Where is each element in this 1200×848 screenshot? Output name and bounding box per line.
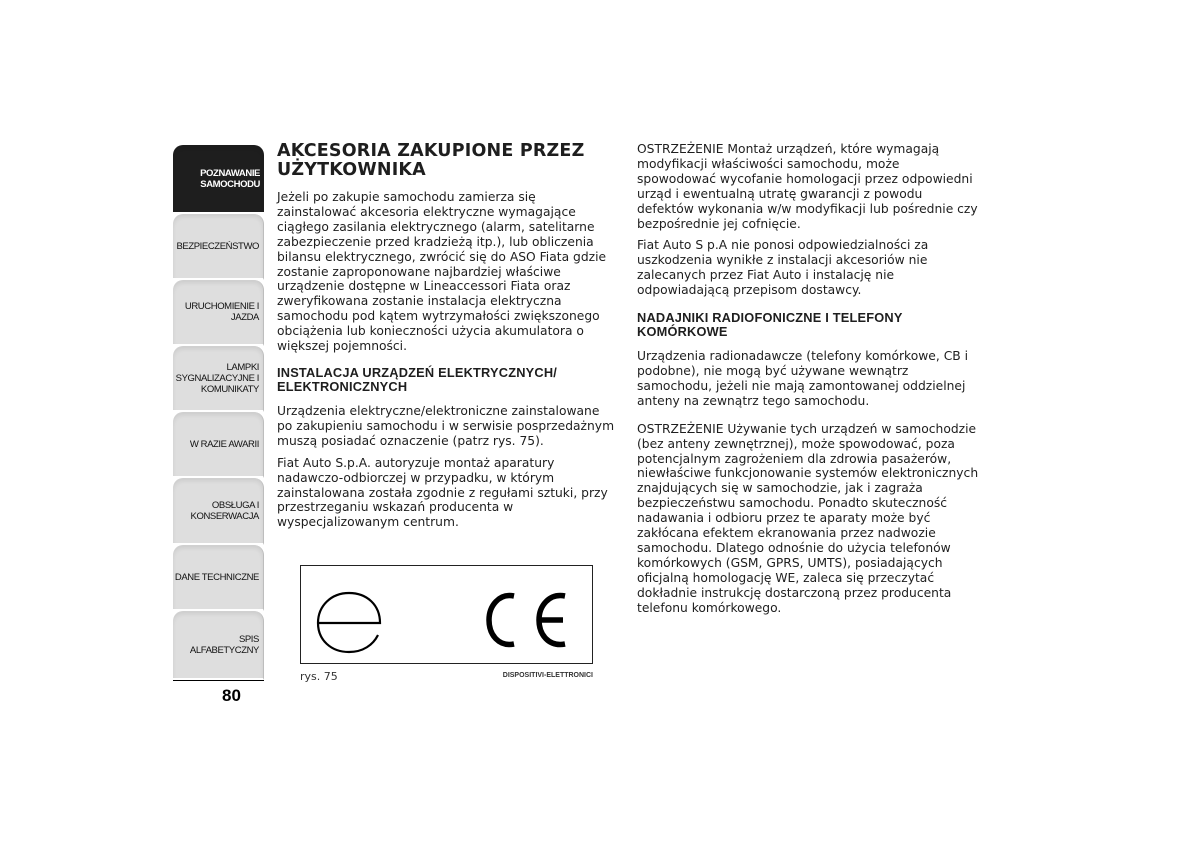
- paragraph: Jeżeli po zakupie samochodu zamierza się zainstalować akcesoria elektryczne wymagające ciągłego zasilania elektrycznego (alarm, satelitarne zabezpieczenie przed kradzieżą itp.), lub obliczenia bilansu elektrycznego, zwrócić się do ASO Fiata gdzie zostanie zaproponowane najbardziej właściwe urządzenie dostępne w Lineaccessori Fiata oraz zweryfikowana zostanie instalacja elektryczna samochodu pod kątem wytrzymałości zwiększonego obciążenia lub konieczności użycia akumulatora o większej pojemności.: [277, 190, 607, 354]
- sidebar-divider: [173, 680, 264, 681]
- section-subtitle: NADAJNIKI RADIOFONICZNE I TELEFONY KOMÓRKOWE: [637, 310, 903, 340]
- paragraph: Fiat Auto S.p.A. autoryzuje montaż aparatury nadawczo-odbiorczej w przypadku, w którym zainstalowana została zgodnie z regułami sztuki, przy przestrzeganiu wskazań producenta w wyspecjalizowanym centrum.: [277, 455, 608, 530]
- ce-mark-icon: [489, 596, 565, 645]
- page-number: 80: [222, 686, 241, 705]
- paragraph: Fiat Auto S p.A nie ponosi odpowiedzialności za uszkodzenia wynikłe z instalacji akcesoriów nie zalecanych przez Fiat Auto i instalację nie odpowiadającą przepisom dostawcy.: [637, 238, 929, 298]
- figure-code: DISPOSITIVI-ELETTRONICI: [502, 672, 593, 679]
- figure-box: [300, 565, 593, 664]
- tab-bezpieczenstwo[interactable]: [173, 214, 264, 280]
- paragraph: OSTRZEŻENIE Używanie tych urządzeń w samochodzie (bez anteny zewnętrznej), może spowodować, poza potencjalnym zagrożeniem dla zdrowia pasażerów, niewłaściwe funkcjonowanie systemów elektronicznych znajdujących się w samochodzie, jak i zagraża bezpieczeństwu samochodu. Ponadto skuteczność nadawania i odbioru przez te aparaty może być zakłócana efektem ekranowania przez nadwozie samochodu. Dlatego odnośnie do użycia telefonów komórkowych (GSM, GPRS, UMTS), posiadających oficjalną homologację WE, zaleca się przeczytać dokładnie instrukcję dostarczoną przez producenta telefonu komórkowego.: [637, 421, 979, 615]
- figure-caption: [300, 670, 593, 684]
- tab-label: DANE TECHNICZNE: [174, 571, 259, 583]
- tab-label: POZNAWANIE SAMOCHODU: [200, 167, 260, 190]
- paragraph: OSTRZEŻENIE Montaż urządzeń, które wymagają modyfikacji właściwości samochodu, może spowodować wycofanie homologacji przez odpowiedni urząd i ewentualną utratę gwarancji z powodu defektów wykonania w/w modyfikacji lub pośrednie czy bezpośrednie jej cofnięcie.: [637, 142, 978, 231]
- tab-lampki-sygnalizacyjne[interactable]: [173, 346, 264, 412]
- paragraph: Urządzenia elektryczne/elektroniczne zainstalowane po zakupieniu samochodu i w serwisie posprzedażnym muszą posiadać oznaczenie (patrz rys. 75).: [277, 403, 615, 448]
- tab-label: OBSŁUGA I KONSERWACJA: [190, 499, 259, 522]
- figure-ref: rys. 75: [300, 670, 338, 683]
- tab-w-razie-awarii[interactable]: [173, 412, 264, 478]
- tab-uruchomienie-i-jazda[interactable]: [173, 280, 264, 346]
- tab-label: W RAZIE AWARII: [189, 438, 259, 450]
- left-column: [277, 142, 617, 537]
- right-column: [637, 142, 982, 622]
- tab-poznawanie-samochodu[interactable]: [173, 145, 264, 214]
- tab-label: LAMPKI SYGNALIZACYJNE I KOMUNIKATY: [175, 361, 259, 395]
- e-mark-icon: [318, 593, 380, 652]
- tab-label: SPIS ALFABETYCZNY: [189, 633, 259, 656]
- tab-obsluga-i-konserwacja[interactable]: [173, 478, 264, 545]
- paragraph: Urządzenia radionadawcze (telefony komórkowe, CB i podobne), nie mogą być używane wewnątrz samochodu, jeżeli nie mają zamontowanej oddzielnej anteny na zewnątrz tego samochodu.: [637, 349, 969, 408]
- figure-illustration: [301, 566, 592, 663]
- tab-dane-techniczne[interactable]: [173, 545, 264, 611]
- chapter-tabs: [173, 145, 264, 680]
- tab-label: URUCHOMIENIE I JAZDA: [184, 301, 259, 323]
- tab-spis-alfabetyczny[interactable]: [173, 611, 264, 680]
- section-title: AKCESORIA ZAKUPIONE PRZEZ UŻYTKOWNIKA: [277, 141, 585, 180]
- tab-label: BEZPIECZEŃSTWO: [176, 240, 259, 252]
- section-subtitle: INSTALACJA URZĄDZEŃ ELEKTRYCZNYCH/ ELEKTRONICZNYCH: [277, 364, 558, 394]
